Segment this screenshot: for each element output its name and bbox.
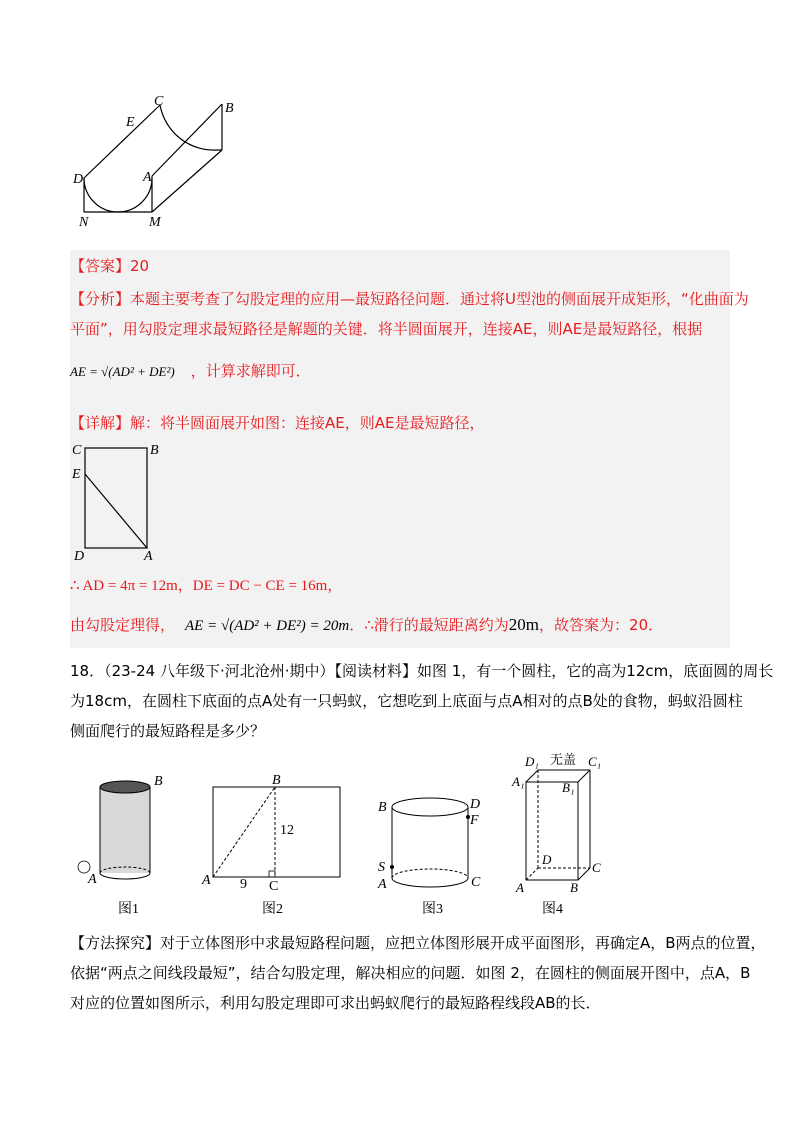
fig1-label-b: B [154,775,163,789]
fig3-label-a: A [378,877,387,892]
detail-calc-2-formula: AE = √(AD² + DE²) = 20m [185,618,350,634]
fig4-label-d1: D₁ [525,754,539,769]
fig1-label-a: A [88,872,97,887]
fig3-label-c: C [471,875,481,890]
label-d: D [73,172,84,187]
label-a: A [143,170,152,185]
figure-4-caption: 图4 [542,902,563,917]
label-m: M [149,215,161,230]
rect-label-d: D [74,549,85,564]
method-line-3: 对应的位置如图所示，利用勾股定理即可求出蚂蚁爬行的最短路程线段AB的长． [70,994,601,1012]
figure-3-caption: 图3 [422,902,443,917]
fig4-lid-label: 无盖 [550,752,577,767]
detail-calc-2-suffix: ．∴滑行的最短距离约为 [349,616,509,634]
label-c: C [154,94,164,109]
figure-2-rectangle [200,770,350,895]
analysis-line-1 [70,288,749,310]
detail-calc-2 [70,614,663,637]
figure-1-caption: 图1 [118,902,139,917]
method-line-1: 【方法探究】对于立体图形中求最短路程问题，应把立体图形展开成平面图形，再确定A，B两点的位置， [70,934,766,952]
figure-4-box [510,748,610,896]
label-b: B [225,101,234,116]
fig4-label-b1: B₁ [562,780,575,795]
fig3-label-f: F [470,813,479,828]
analysis-tail: ，计算求解即可． [190,362,311,380]
question18-line-1: 18．（23-24 八年级下·河北沧州·期中）【阅读材料】如图 1，有一个圆柱，它的高为12cm，底面圆的周长 [70,662,774,680]
rect-label-b: B [150,443,159,458]
answer-value: 20 [130,257,150,275]
fig2-label-c: C [269,879,279,894]
method-line-2: 依据“两点之间线段最短”，结合勾股定理，解决相应的问题．如图 2，在圆柱的侧面展开图中，点A，B [70,964,751,982]
fig4-label-c: C [592,860,601,875]
question18-line-3: 侧面爬行的最短路程是多少？ [70,722,266,740]
detail-calc-2-end: ，故答案为：20． [539,616,664,634]
detail-calc-2-prefix: 由勾股定理得， [70,616,176,634]
answer-line [70,255,149,277]
detail-line-1 [70,412,485,434]
rect-label-e: E [72,467,81,482]
figure-3-cylinder [375,790,485,895]
figure-2-caption: 图2 [262,902,283,917]
fig4-label-a: A [516,880,524,895]
fig2-label-w: 9 [240,877,247,892]
fig3-label-s: S [378,860,385,875]
fig4-label-a1: A₁ [512,774,525,789]
fig3-label-d: D [470,797,481,812]
analysis-line-3 [70,360,311,383]
fig2-label-h: 12 [280,823,294,838]
analysis-tag: 【分析】 [70,290,131,308]
analysis-text-1: 本题主要考查了勾股定理的应用—最短路径问题．通过将U型池的侧面展开成矩形，“化曲面为 [130,290,749,308]
question18-line-2: 为18cm，在圆柱下底面的点A处有一只蚂蚁，它想吃到上底面与点A相对的点B处的食物，蚂蚁沿圆柱 [70,692,743,710]
figure-1-cylinder [72,775,172,895]
detail-text-1: 解：将半圆面展开如图：连接AE，则AE是最短路径， [130,414,485,432]
detail-tag: 【详解】 [70,414,131,432]
detail-calc-2-value: 20m [508,615,540,634]
u-pool-figure [70,90,250,230]
fig2-label-b: B [272,773,281,788]
label-n: N [79,215,89,230]
rect-label-c: C [72,443,82,458]
unfolded-rect-figure [70,438,170,564]
detail-calc-1 [70,574,342,597]
fig3-label-b: B [378,800,387,815]
rect-label-a: A [144,549,153,564]
fig2-label-a: A [202,873,211,888]
analysis-line-2: 平面”，用勾股定理求最短路径是解题的关键．将半圆面展开，连接AE，则AE是最短路径，根据 [70,320,703,338]
fig4-label-b: B [570,880,578,895]
label-e: E [126,115,135,130]
detail-calc-1-text: ∴ AD = 4π = 12m，DE = DC − CE = 16m， [70,578,343,594]
analysis-formula: AE = √(AD² + DE²) [70,364,175,379]
fig4-label-d: D [542,852,552,867]
answer-tag: 【答案】 [70,257,131,275]
fig4-label-c1: C₁ [588,754,602,769]
